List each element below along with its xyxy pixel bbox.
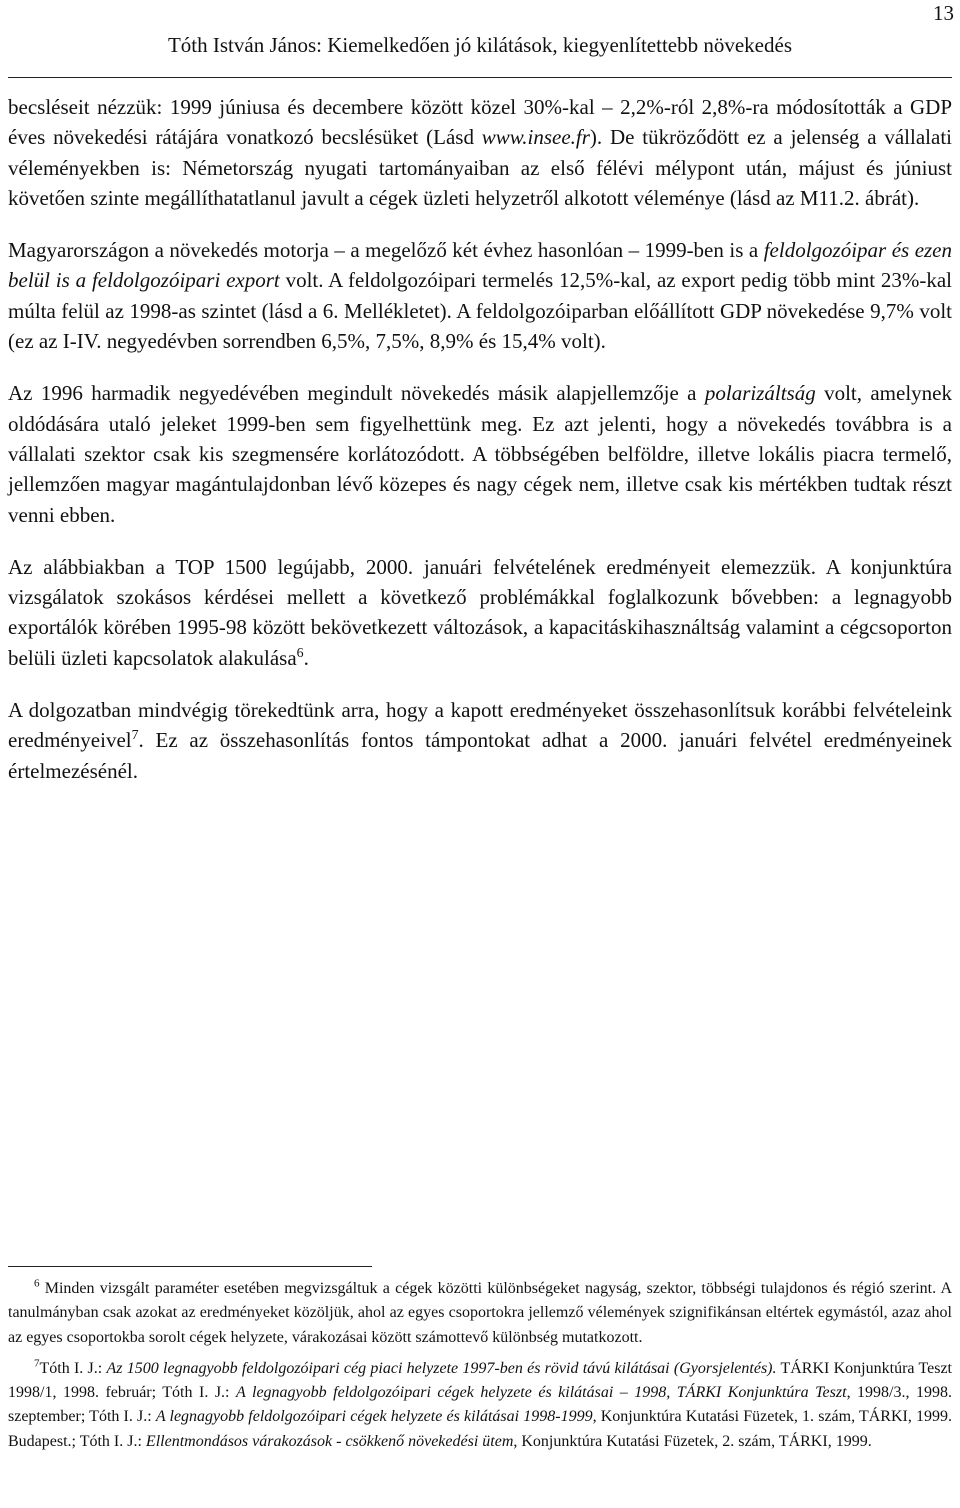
paragraph-3-emphasis: polarizáltság (704, 381, 816, 406)
footnote-7-title-1: Az 1500 legnagyobb feldolgozóipari cég piaci helyzete 1997-ben és rövid távú kilátásai (Gyorsjelentés). (106, 1359, 777, 1377)
footnote-ref-7[interactable]: 7 (131, 727, 139, 743)
paragraph-2-emphasis: feldolgozóipar és ezen belül is a feldolgozóipari export (8, 238, 953, 293)
insee-link-text: www.insee.fr (481, 125, 590, 150)
footnote-7 (8, 1357, 952, 1454)
footnote-7-title-4: Ellentmondásos várakozások - csökkenő növekedési ütem (145, 1432, 514, 1450)
paragraph-2-text-c: volt. A feldolgozóipari termelés 12,5%-kal, az export pedig több mint 23%-kal múlta felül az 1998-as szintet (lásd a 6. Mellékletet). A feldolgozóiparban előállított GDP növekedése 9,7% volt (ez az I-IV. negyedévben sorrendben 6,5%, 7,5%, 8,9% és 15,4% volt). (8, 268, 952, 354)
footnote-separator (8, 1266, 372, 1267)
paragraph-2-text-a: Magyarországon a növekedés motorja – a megelőző két évhez hasonlóan – 1999-ben is a (8, 238, 764, 263)
paragraph-3-text-a: Az 1996 harmadik negyedévében megindult növekedés másik alapjellemzője a (8, 381, 705, 406)
paragraph-1-text-a: becsléseit nézzük: 1999 júniusa és decembere között közel 30%-kal – 2,2%-ról 2,8%-ra módosították a GDP éves növekedési rátájára vonatkozó becslésüket (Lásd (8, 95, 952, 150)
paragraph-4-text-a: Az alábbiakban a TOP 1500 legújabb, 2000. januári felvételének eredményeit elemezzük. A konjunktúra vizsgálatok szokásos kérdései mellett a következő problémákkal foglalkozunk bővebben: a legnagyobb exportálók körében 1995-98 között bekövetkezett változások, a kapacitáskihasználtság valamint a cégcsoporton belüli üzleti kapcsolatok alakulása (8, 554, 952, 670)
paragraph-4 (8, 552, 952, 673)
paragraph-4-text-c: . (303, 645, 309, 670)
paragraph-5-text-a: A dolgozatban mindvégig törekedtünk arra, hogy a kapott eredményeket összehasonlítsuk korábbi felvételeink eredményeivel (8, 698, 952, 753)
page-number: 13 (933, 1, 954, 25)
running-header: Tóth István János: Kiemelkedően jó kilátások, kiegyenlítettebb növekedés (167, 33, 792, 57)
paragraph-2 (8, 235, 952, 356)
footnote-7-mark: 7 (34, 1357, 40, 1370)
paragraph-5-text-c: . Ez az összehasonlítás fontos támpontokat adhat a 2000. januári felvétel eredményeinek értelmezésénél. (8, 728, 952, 783)
paragraph-3-text-c: volt, amelynek oldódására utaló jeleket 1999-ben sem figyelhettünk meg. Ez azt jelenti, hogy a növekedés továbbra is a vállalati szektor csak kis szegmensére korlátozódott. A többségében belföldre, illetve lokális piacra termelő, jellemzően magyar magántulajdonban lévő közepes és nagy cégek nem, illetve csak kis mértékben tudtak részt venni ebben. (8, 381, 952, 527)
footnote-7-title-3: A legnagyobb feldolgozóipari cégek helyzete és kilátásai 1998-1999, (155, 1408, 597, 1426)
footnote-7-text-4: Konjunktúra Kutatási Füzetek, 1. szám, TÁRKI, 1999. Budapest.; Tóth I. J.: (8, 1408, 952, 1450)
paragraph-1 (8, 92, 952, 213)
main-text (8, 92, 952, 808)
footnote-7-text-1: Tóth I. J.: (39, 1359, 107, 1377)
paragraph-1-text-c: ). De tükröződött ez a jelenség a vállalati véleményekben is: Németország nyugati tartományaiban az első félévi mélypont után, májust és júniust követően szinte megállíthatatlanul javult a cégek üzleti helyzetről alkotott véleménye (lásd az M11.2. ábrát). (8, 125, 952, 210)
footnote-7-text-3: , 1998/3., 1998. szeptember; Tóth I. J.: (8, 1384, 953, 1426)
footnote-6-text: Minden vizsgált paraméter esetében megvizsgáltuk a cégek közötti különbségeket nagyság, szektor, többségi tulajdonos és régió szerint. A tanulmányban csak azokat az eredményeket közöljük, ahol az egyes csoportokra jellemző vélemények szignifikánsan eltértek egymástól, azaz ahol az egyes csoportokba sorolt cégek helyzete, várakozásai között számottevő különbség mutatkozott. (8, 1280, 952, 1346)
footnote-6 (8, 1277, 952, 1350)
footnote-ref-6[interactable]: 6 (296, 644, 304, 660)
footnote-7-text-5: , Konjunktúra Kutatási Füzetek, 2. szám, TÁRKI, 1999. (513, 1432, 872, 1450)
paragraph-3 (8, 378, 952, 529)
header-rule (8, 77, 952, 78)
footnote-7-text-2: TÁRKI Konjunktúra Teszt 1998/1, 1998. február; Tóth I. J.: (8, 1359, 952, 1402)
paragraph-5 (8, 695, 952, 786)
footnote-7-title-2: A legnagyobb feldolgozóipari cégek helyzete és kilátásai – 1998, TÁRKI Konjunktúra Teszt (236, 1384, 847, 1402)
footnote-6-mark: 6 (34, 1277, 40, 1290)
footnotes (8, 1277, 952, 1461)
